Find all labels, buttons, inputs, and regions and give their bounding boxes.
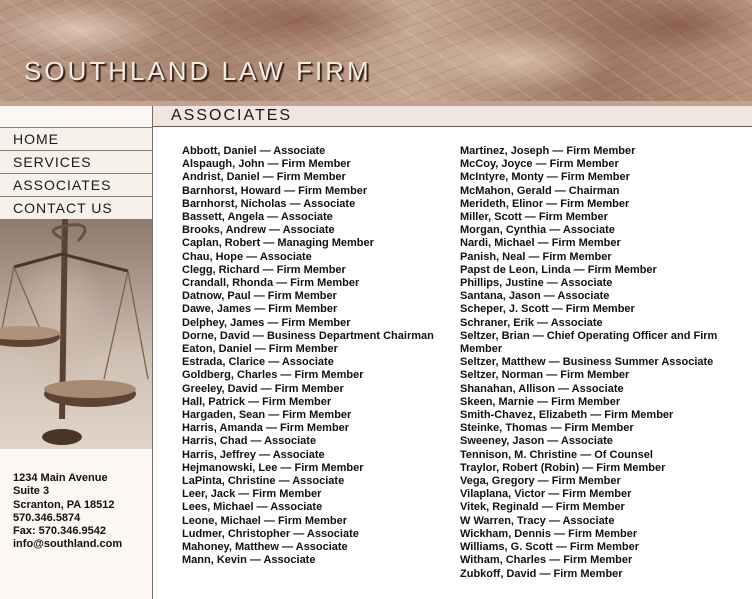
list-item: Vega, Gregory — Firm Member	[460, 475, 621, 488]
list-item: Shanahan, Allison — Associate	[460, 382, 624, 395]
list-item: Ludmer, Christopher — Associate	[182, 527, 359, 540]
list-item: Zubkoff, David — Firm Member	[460, 567, 623, 580]
contact-address	[13, 472, 122, 552]
list-item: Caplan, Robert — Managing Member	[182, 237, 374, 250]
list-item: Delphey, James — Firm Member	[182, 316, 351, 329]
list-item: Alspaugh, John — Firm Member	[182, 158, 351, 171]
list-item: Leone, Michael — Firm Member	[182, 514, 348, 527]
list-item: Phillips, Justine — Associate	[460, 277, 613, 290]
list-item: McIntyre, Monty — Firm Member	[460, 171, 630, 184]
associates-list-right	[460, 145, 745, 581]
list-item: Goldberg, Charles — Firm Member	[182, 369, 364, 382]
address-city: Scranton, PA 18512	[13, 498, 115, 511]
nav-services-link[interactable]: SERVICES	[0, 150, 152, 173]
nav-contact-link[interactable]: CONTACT US	[0, 196, 152, 220]
list-item: Andrist, Daniel — Firm Member	[182, 171, 346, 184]
list-item: Merideth, Elinor — Firm Member	[460, 197, 630, 210]
list-item: Bassett, Angela — Associate	[182, 211, 333, 224]
list-item: Crandall, Rhonda — Firm Member	[182, 277, 360, 290]
list-item: Barnhorst, Howard — Firm Member	[182, 184, 368, 197]
list-item: Hejmanowski, Lee — Firm Member	[182, 461, 364, 474]
list-item: Nardi, Michael — Firm Member	[460, 237, 621, 250]
list-item: Hall, Patrick — Firm Member	[182, 395, 332, 408]
list-item: Harris, Chad — Associate	[182, 435, 317, 448]
list-item: Leer, Jack — Firm Member	[182, 488, 322, 501]
list-item: Lees, Michael — Associate	[182, 501, 323, 514]
list-item: Miller, Scott — Firm Member	[460, 211, 608, 224]
associates-list-left	[182, 145, 434, 568]
list-item: Scheper, J. Scott — Firm Member	[460, 303, 635, 316]
list-item: Santana, Jason — Associate	[460, 290, 610, 303]
scales-of-justice-image	[0, 219, 152, 449]
list-item: Dorne, David — Business Department Chairman	[182, 329, 434, 342]
firm-logo: SOUTHLAND LAW FIRM	[24, 56, 372, 86]
nav-home-link[interactable]: HOME	[0, 127, 152, 150]
list-item: Chau, Hope — Associate	[182, 250, 312, 263]
address-suite: Suite 3	[13, 485, 50, 498]
list-item: Abbott, Daniel — Associate	[182, 145, 326, 157]
sidebar	[0, 106, 153, 599]
address-street: 1234 Main Avenue	[13, 472, 108, 484]
list-item: Morgan, Cynthia — Associate	[460, 224, 615, 237]
list-item: Seltzer, Matthew — Business Summer Associate	[460, 356, 714, 369]
list-item: Mann, Kevin — Associate	[182, 554, 316, 567]
list-item: Traylor, Robert (Robin) — Firm Member	[460, 461, 666, 474]
list-item: LaPinta, Christine — Associate	[182, 475, 345, 488]
list-item: Dawe, James — Firm Member	[182, 303, 338, 316]
page-title-bar	[153, 106, 752, 127]
list-item: Harris, Jeffrey — Associate	[182, 448, 325, 461]
list-item: Eaton, Daniel — Firm Member	[182, 343, 338, 356]
list-item: McMahon, Gerald — Chairman	[460, 184, 620, 197]
list-item: Panish, Neal — Firm Member	[460, 250, 612, 263]
list-item: McCoy, Joyce — Firm Member	[460, 158, 619, 171]
header-banner	[0, 0, 752, 101]
list-item: Vitek, Reginald — Firm Member	[460, 501, 625, 514]
list-item: Barnhorst, Nicholas — Associate	[182, 197, 356, 210]
list-item: Estrada, Clarice — Associate	[182, 356, 334, 369]
phone-number: 570.346.5874	[13, 511, 81, 524]
list-item: Harris, Amanda — Firm Member	[182, 422, 350, 435]
list-item: Datnow, Paul — Firm Member	[182, 290, 337, 303]
list-item: Tennison, M. Christine — Of Counsel	[460, 448, 653, 461]
list-item: Witham, Charles — Firm Member	[460, 554, 633, 567]
list-item: W Warren, Tracy — Associate	[460, 514, 615, 527]
list-item: Mahoney, Matthew — Associate	[182, 541, 348, 554]
list-item: Vilaplana, Victor — Firm Member	[460, 488, 632, 501]
list-item: Greeley, David — Firm Member	[182, 382, 344, 395]
list-item: Papst de Leon, Linda — Firm Member	[460, 263, 657, 276]
list-item: Seltzer, Norman — Firm Member	[460, 369, 630, 382]
list-item: Steinke, Thomas — Firm Member	[460, 422, 634, 435]
list-item: Wickham, Dennis — Firm Member	[460, 527, 638, 540]
list-item: Sweeney, Jason — Associate	[460, 435, 613, 448]
list-item: Schraner, Erik — Associate	[460, 316, 603, 329]
list-item: Williams, G. Scott — Firm Member	[460, 541, 639, 554]
nav-associates-link[interactable]: ASSOCIATES	[0, 173, 152, 196]
list-item: Brooks, Andrew — Associate	[182, 224, 335, 237]
list-item: Seltzer, Brian — Chief Operating Officer and Firm Member	[460, 329, 718, 356]
fax-number: Fax: 570.346.9542	[13, 525, 106, 538]
sidebar-spacer	[0, 106, 152, 127]
list-item: Smith-Chavez, Elizabeth — Firm Member	[460, 409, 674, 422]
list-item: Martinez, Joseph — Firm Member	[460, 145, 636, 157]
list-item: Clegg, Richard — Firm Member	[182, 263, 346, 276]
list-item: Skeen, Marnie — Firm Member	[460, 395, 621, 408]
list-item: Hargaden, Sean — Firm Member	[182, 409, 352, 422]
page-title: ASSOCIATES	[171, 107, 293, 124]
email-link[interactable]: info@southland.com	[13, 538, 123, 551]
